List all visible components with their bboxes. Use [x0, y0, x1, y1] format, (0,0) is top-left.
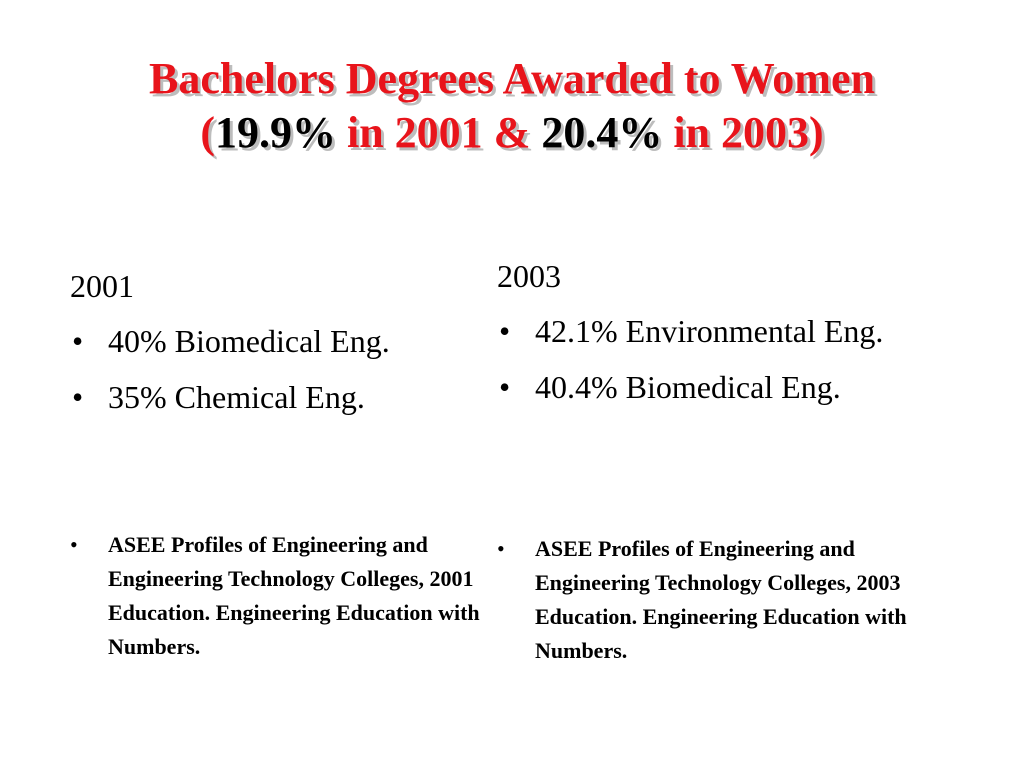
year-heading-2003: 2003	[497, 258, 561, 294]
source-text-2001: ASEE Profiles of Engineering and Engineering Technology Colleges, 2001 Education. Engineering Education with Numbers.	[108, 532, 480, 659]
title-mid-2003: in 2003	[662, 108, 810, 157]
column-2001	[70, 266, 490, 432]
stat-item: • 35% Chemical Eng.	[70, 376, 490, 418]
title-line-2	[0, 106, 1024, 160]
source-citation-2001	[70, 528, 480, 664]
column-2003	[497, 256, 997, 422]
stats-list-2001	[70, 320, 490, 418]
stats-list-2003	[497, 310, 997, 408]
stat-item: • 40% Biomedical Eng.	[70, 320, 490, 362]
title-pct-2003: 20.4%	[541, 108, 663, 157]
stat-item: • 40.4% Biomedical Eng.	[497, 366, 997, 408]
source-citation-2003	[497, 532, 957, 668]
title-mid-2001: in 2001 &	[335, 108, 542, 157]
bullet-icon: •	[497, 536, 505, 561]
bullet-icon: •	[70, 532, 78, 557]
title-line-1: Bachelors Degrees Awarded to Women	[149, 54, 875, 103]
source-text-2003: ASEE Profiles of Engineering and Engineering Technology Colleges, 2003 Education. Engineering Education with Numbers.	[535, 536, 907, 663]
title-pct-2001: 19.9%	[214, 108, 336, 157]
year-heading-2001: 2001	[70, 268, 134, 304]
slide-title	[0, 52, 1024, 160]
stat-item: • 42.1% Environmental Eng.	[497, 310, 997, 352]
title-close-paren: )	[809, 108, 824, 157]
title-open-paren: (	[200, 108, 215, 157]
